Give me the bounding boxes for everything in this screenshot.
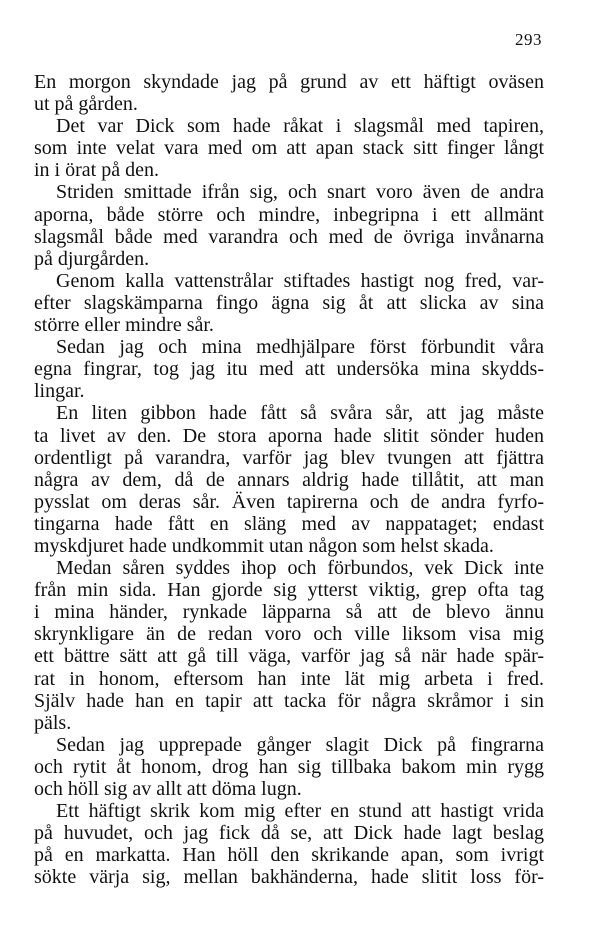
text-line: Det var Dick som hade råkat i slagsmål med tapiren,	[56, 115, 544, 138]
text-line: Genom kalla vattenstrålar stiftades hastigt nog fred, var-	[56, 269, 544, 292]
text-line: och höll sig av allt att döma lugn.	[34, 778, 302, 800]
text-line: på en markatta. Han höll den skrikande apan, som ivrigt	[34, 844, 544, 867]
text-line: i mina händer, rynkade läpparna så att de blevo ännu	[34, 601, 544, 624]
text-line: En liten gibbon hade fått så svåra sår, att jag måste	[56, 402, 544, 425]
text-line: efter slagskämparna fingo ägna sig åt att slicka av sina	[34, 291, 544, 314]
text-line: från min sida. Han gjorde sig ytterst viktig, grep ofta tag	[34, 579, 544, 602]
text-line: egna fingrar, tog jag itu med att undersöka mina skydds-	[34, 358, 544, 381]
text-line: som inte velat vara med om att apan stack sitt finger långt	[34, 137, 544, 160]
text-line: Striden smittade ifrån sig, och snart voro även de andra	[56, 181, 544, 204]
text-line: in i örat på den.	[34, 159, 159, 182]
text-line: och rytit åt honom, drog han sig tillbaka bakom min rygg	[34, 755, 544, 778]
text-line: aporna, både större och mindre, inbegripna i ett allmänt	[34, 203, 544, 226]
text-line: En morgon skyndade jag på grund av ett häftigt oväsen	[34, 71, 544, 93]
text-line: ordentligt på varandra, varför jag blev tvungen att fjättra	[34, 446, 544, 469]
text-line: myskdjuret hade undkommit utan någon som helst skada.	[34, 534, 494, 557]
text-line: ut på gården.	[34, 93, 138, 116]
text-line: pysslat om deras sår. Även tapirerna och de andra fyrfo-	[34, 490, 544, 513]
page-number: 293	[515, 30, 542, 49]
text-line: sökte värja sig, mellan bakhänderna, hade slitit loss för-	[34, 866, 544, 889]
text-line: Sedan jag upprepade gånger slagit Dick på fingrarna	[56, 733, 544, 756]
body-text	[34, 71, 544, 888]
text-line: på djurgården.	[34, 247, 150, 270]
text-line: ta livet av den. De stora aporna hade slitit sönder huden	[34, 424, 544, 447]
text-line: några av dem, då de annars aldrig hade tillåtit, att man	[34, 468, 544, 491]
text-line: Medan såren syddes ihop och förbundos, vek Dick inte	[56, 557, 544, 580]
text-line: päls.	[34, 711, 72, 734]
text-line: slagsmål både med varandra och med de övriga invånarna	[34, 225, 544, 248]
text-line: rat in honom, eftersom han inte lät mig arbeta i fred.	[34, 667, 544, 690]
text-line: skrynkligare än de redan voro och ville liksom visa mig	[34, 623, 544, 646]
text-line: på huvudet, och jag fick då se, att Dick hade lagt beslag	[34, 822, 544, 845]
text-line: Sedan jag och mina medhjälpare först förbundit våra	[56, 336, 544, 359]
text-line: lingar.	[34, 380, 85, 403]
text-line: Själv hade han en tapir att tacka för några skråmor i sin	[34, 689, 544, 712]
text-line: tingarna hade fått en släng med av nappataget; endast	[34, 512, 544, 535]
text-line: större eller mindre sår.	[34, 314, 214, 337]
text-line: ett bättre sätt att gå till väga, varför jag så när hade spär-	[34, 645, 544, 668]
text-line: Ett häftigt skrik kom mig efter en stund att hastigt vrida	[56, 800, 544, 823]
